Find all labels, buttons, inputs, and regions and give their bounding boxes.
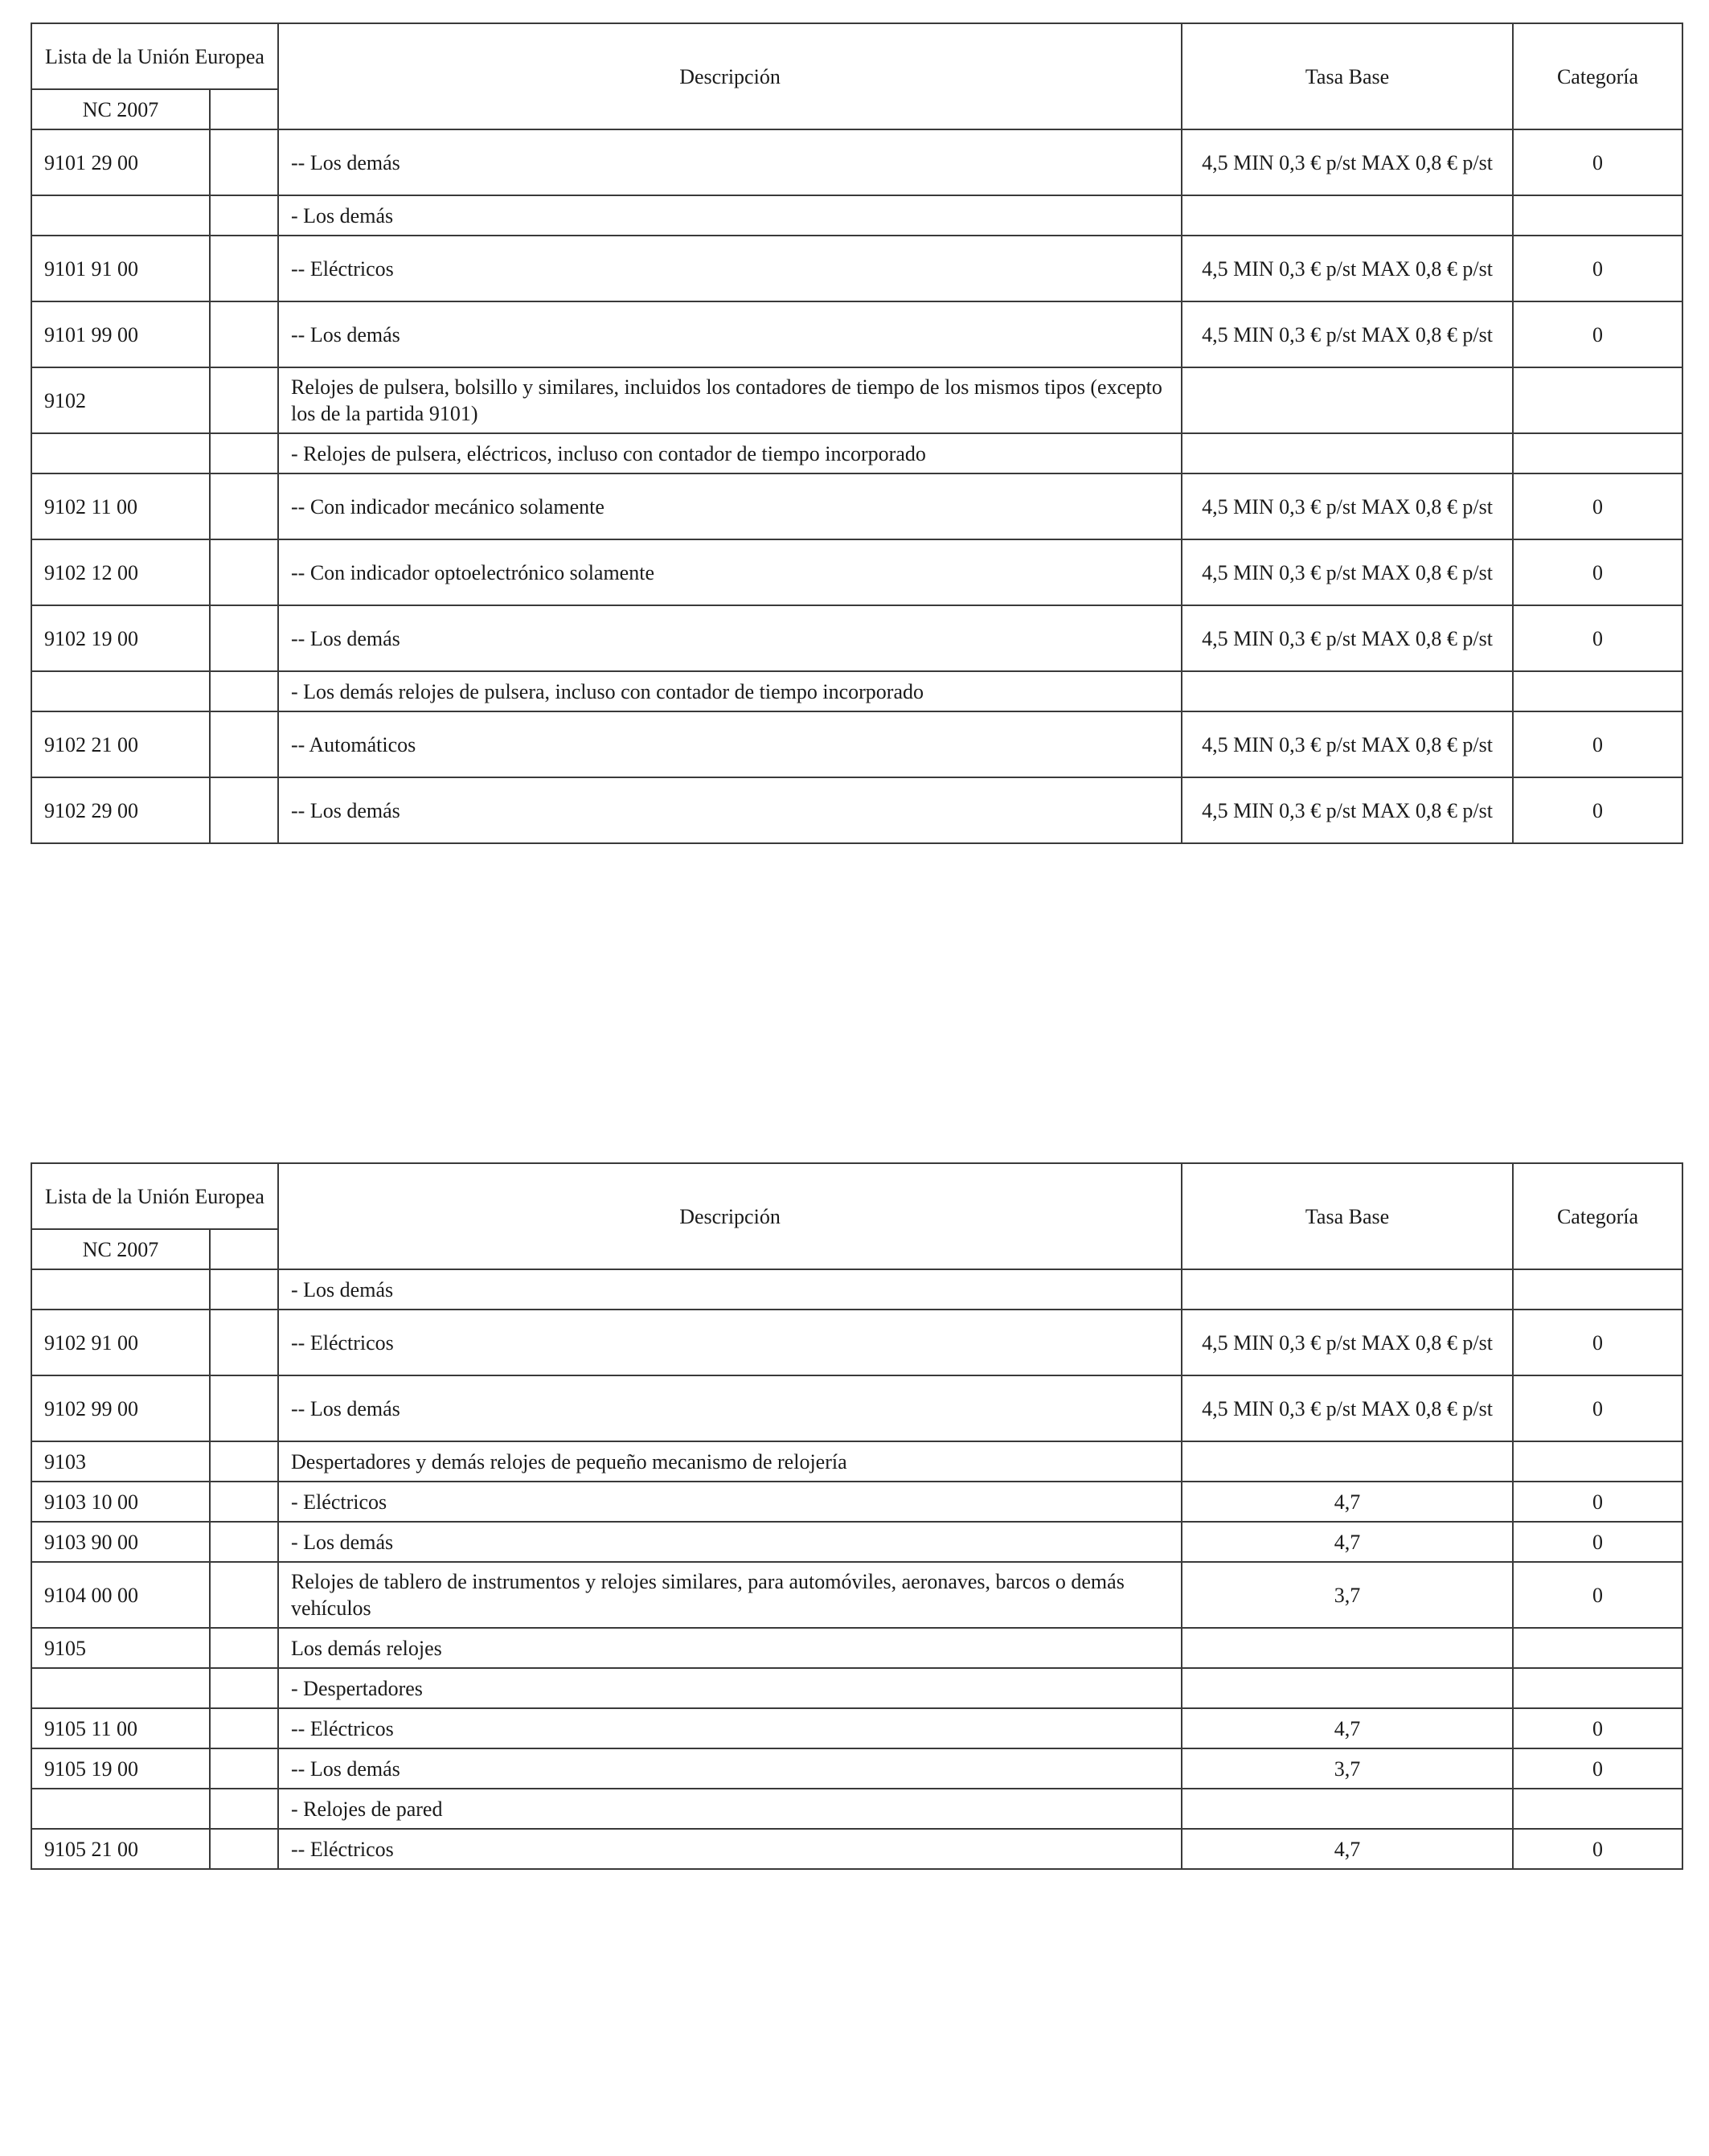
categoria-cell xyxy=(1513,1668,1682,1708)
categoria-cell: 0 xyxy=(1513,711,1682,777)
nc-code-cell: 9102 91 00 xyxy=(31,1310,210,1375)
header-categoria: Categoría xyxy=(1513,23,1682,129)
table-row xyxy=(31,301,1682,367)
description-cell: -- Los demás xyxy=(278,777,1182,843)
description-cell: - Los demás xyxy=(278,1522,1182,1562)
tariff-table-1 xyxy=(31,23,1683,844)
nc-code-cell xyxy=(31,1269,210,1310)
nc-code-cell xyxy=(31,433,210,473)
description-cell: -- Eléctricos xyxy=(278,1708,1182,1748)
tariff-table-2 xyxy=(31,1162,1683,1870)
header-nc: NC 2007 xyxy=(31,89,210,129)
empty-cell xyxy=(210,236,278,301)
nc-code-cell: 9103 90 00 xyxy=(31,1522,210,1562)
nc-code-cell: 9104 00 00 xyxy=(31,1562,210,1628)
description-cell: - Eléctricos xyxy=(278,1482,1182,1522)
empty-cell xyxy=(210,1310,278,1375)
description-cell: -- Con indicador mecánico solamente xyxy=(278,473,1182,539)
tasa-base-cell xyxy=(1182,367,1513,433)
header-row xyxy=(31,1163,1682,1229)
table-row xyxy=(31,1829,1682,1869)
table-row xyxy=(31,433,1682,473)
categoria-cell xyxy=(1513,1628,1682,1668)
header-descripcion: Descripción xyxy=(278,23,1182,129)
tasa-base-cell xyxy=(1182,671,1513,711)
empty-cell xyxy=(210,1441,278,1482)
categoria-cell xyxy=(1513,195,1682,236)
description-cell: - Relojes de pared xyxy=(278,1789,1182,1829)
empty-cell xyxy=(210,539,278,605)
description-cell: - Los demás xyxy=(278,1269,1182,1310)
nc-code-cell: 9103 10 00 xyxy=(31,1482,210,1522)
nc-code-cell: 9102 29 00 xyxy=(31,777,210,843)
nc-code-cell: 9102 21 00 xyxy=(31,711,210,777)
categoria-cell: 0 xyxy=(1513,539,1682,605)
nc-code-cell: 9105 xyxy=(31,1628,210,1668)
tasa-base-cell: 4,7 xyxy=(1182,1829,1513,1869)
table-row xyxy=(31,1789,1682,1829)
nc-code-cell: 9102 19 00 xyxy=(31,605,210,671)
tasa-base-cell: 4,5 MIN 0,3 € p/st MAX 0,8 € p/st xyxy=(1182,1310,1513,1375)
header-row xyxy=(31,23,1682,89)
tasa-base-cell: 4,5 MIN 0,3 € p/st MAX 0,8 € p/st xyxy=(1182,236,1513,301)
categoria-cell: 0 xyxy=(1513,1522,1682,1562)
categoria-cell: 0 xyxy=(1513,605,1682,671)
table-row xyxy=(31,711,1682,777)
tasa-base-cell: 4,5 MIN 0,3 € p/st MAX 0,8 € p/st xyxy=(1182,1375,1513,1441)
tasa-base-cell: 4,5 MIN 0,3 € p/st MAX 0,8 € p/st xyxy=(1182,777,1513,843)
tasa-base-cell xyxy=(1182,195,1513,236)
nc-code-cell: 9103 xyxy=(31,1441,210,1482)
nc-code-cell: 9102 99 00 xyxy=(31,1375,210,1441)
description-cell: Despertadores y demás relojes de pequeño mecanismo de relojería xyxy=(278,1441,1182,1482)
empty-cell xyxy=(210,1482,278,1522)
empty-cell xyxy=(210,129,278,195)
description-cell: Los demás relojes xyxy=(278,1628,1182,1668)
nc-code-cell xyxy=(31,195,210,236)
tasa-base-cell: 3,7 xyxy=(1182,1562,1513,1628)
description-cell: - Relojes de pulsera, eléctricos, incluso con contador de tiempo incorporado xyxy=(278,433,1182,473)
description-cell: - Los demás xyxy=(278,195,1182,236)
nc-code-cell: 9105 21 00 xyxy=(31,1829,210,1869)
table-row xyxy=(31,1628,1682,1668)
empty-cell xyxy=(210,1269,278,1310)
tasa-base-cell xyxy=(1182,1441,1513,1482)
table-row xyxy=(31,1668,1682,1708)
categoria-cell: 0 xyxy=(1513,777,1682,843)
description-cell: -- Eléctricos xyxy=(278,1829,1182,1869)
empty-cell xyxy=(210,1789,278,1829)
tasa-base-cell: 4,5 MIN 0,3 € p/st MAX 0,8 € p/st xyxy=(1182,129,1513,195)
tasa-base-cell: 3,7 xyxy=(1182,1748,1513,1789)
nc-code-cell: 9102 12 00 xyxy=(31,539,210,605)
description-cell: - Despertadores xyxy=(278,1668,1182,1708)
nc-code-cell: 9101 91 00 xyxy=(31,236,210,301)
categoria-cell: 0 xyxy=(1513,1748,1682,1789)
header-nc: NC 2007 xyxy=(31,1229,210,1269)
categoria-cell: 0 xyxy=(1513,1562,1682,1628)
table-row xyxy=(31,1375,1682,1441)
table-row xyxy=(31,129,1682,195)
categoria-cell xyxy=(1513,367,1682,433)
table-row xyxy=(31,1269,1682,1310)
table-row xyxy=(31,1441,1682,1482)
table-row xyxy=(31,367,1682,433)
header-lista: Lista de la Unión Europea xyxy=(31,23,278,89)
description-cell: -- Los demás xyxy=(278,1375,1182,1441)
tasa-base-cell: 4,7 xyxy=(1182,1522,1513,1562)
header-lista: Lista de la Unión Europea xyxy=(31,1163,278,1229)
header-empty-cell xyxy=(210,1229,278,1269)
header-empty-cell xyxy=(210,89,278,129)
nc-code-cell: 9101 99 00 xyxy=(31,301,210,367)
categoria-cell xyxy=(1513,433,1682,473)
tasa-base-cell xyxy=(1182,433,1513,473)
table-row xyxy=(31,1562,1682,1628)
categoria-cell: 0 xyxy=(1513,1375,1682,1441)
table-row xyxy=(31,195,1682,236)
tasa-base-cell: 4,5 MIN 0,3 € p/st MAX 0,8 € p/st xyxy=(1182,539,1513,605)
description-cell: -- Los demás xyxy=(278,1748,1182,1789)
header-tasa-base: Tasa Base xyxy=(1182,23,1513,129)
categoria-cell: 0 xyxy=(1513,1310,1682,1375)
description-cell: -- Con indicador optoelectrónico solamente xyxy=(278,539,1182,605)
table-row xyxy=(31,605,1682,671)
categoria-cell xyxy=(1513,1269,1682,1310)
table-row xyxy=(31,777,1682,843)
tasa-base-cell: 4,5 MIN 0,3 € p/st MAX 0,8 € p/st xyxy=(1182,605,1513,671)
categoria-cell: 0 xyxy=(1513,301,1682,367)
table-row xyxy=(31,473,1682,539)
empty-cell xyxy=(210,1375,278,1441)
table-row xyxy=(31,1522,1682,1562)
description-cell: -- Los demás xyxy=(278,129,1182,195)
header-categoria: Categoría xyxy=(1513,1163,1682,1269)
header-descripcion: Descripción xyxy=(278,1163,1182,1269)
nc-code-cell xyxy=(31,1668,210,1708)
table-2-body xyxy=(31,1163,1682,1869)
categoria-cell: 0 xyxy=(1513,129,1682,195)
empty-cell xyxy=(210,1562,278,1628)
empty-cell xyxy=(210,1668,278,1708)
nc-code-cell xyxy=(31,1789,210,1829)
empty-cell xyxy=(210,605,278,671)
empty-cell xyxy=(210,1748,278,1789)
nc-code-cell xyxy=(31,671,210,711)
tasa-base-cell: 4,5 MIN 0,3 € p/st MAX 0,8 € p/st xyxy=(1182,473,1513,539)
description-cell: -- Eléctricos xyxy=(278,236,1182,301)
table-1-body xyxy=(31,23,1682,843)
empty-cell xyxy=(210,777,278,843)
nc-code-cell: 9101 29 00 xyxy=(31,129,210,195)
empty-cell xyxy=(210,1522,278,1562)
categoria-cell xyxy=(1513,1441,1682,1482)
table-row xyxy=(31,1748,1682,1789)
nc-code-cell: 9102 11 00 xyxy=(31,473,210,539)
table-row xyxy=(31,1708,1682,1748)
empty-cell xyxy=(210,367,278,433)
empty-cell xyxy=(210,433,278,473)
nc-code-cell: 9105 19 00 xyxy=(31,1748,210,1789)
empty-cell xyxy=(210,671,278,711)
description-cell: -- Automáticos xyxy=(278,711,1182,777)
table-row xyxy=(31,1482,1682,1522)
empty-cell xyxy=(210,711,278,777)
description-cell: - Los demás relojes de pulsera, incluso con contador de tiempo incorporado xyxy=(278,671,1182,711)
categoria-cell: 0 xyxy=(1513,1708,1682,1748)
description-cell: Relojes de tablero de instrumentos y relojes similares, para automóviles, aeronaves, barcos o demás vehículos xyxy=(278,1562,1182,1628)
table-row xyxy=(31,1310,1682,1375)
nc-code-cell: 9102 xyxy=(31,367,210,433)
empty-cell xyxy=(210,301,278,367)
empty-cell xyxy=(210,1829,278,1869)
categoria-cell: 0 xyxy=(1513,236,1682,301)
empty-cell xyxy=(210,1708,278,1748)
categoria-cell xyxy=(1513,671,1682,711)
tasa-base-cell xyxy=(1182,1668,1513,1708)
description-cell: -- Eléctricos xyxy=(278,1310,1182,1375)
categoria-cell: 0 xyxy=(1513,1482,1682,1522)
tasa-base-cell xyxy=(1182,1628,1513,1668)
tasa-base-cell: 4,7 xyxy=(1182,1708,1513,1748)
nc-code-cell: 9105 11 00 xyxy=(31,1708,210,1748)
tasa-base-cell xyxy=(1182,1789,1513,1829)
empty-cell xyxy=(210,195,278,236)
categoria-cell: 0 xyxy=(1513,1829,1682,1869)
description-cell: -- Los demás xyxy=(278,301,1182,367)
empty-cell xyxy=(210,1628,278,1668)
description-cell: -- Los demás xyxy=(278,605,1182,671)
tasa-base-cell: 4,5 MIN 0,3 € p/st MAX 0,8 € p/st xyxy=(1182,301,1513,367)
tasa-base-cell xyxy=(1182,1269,1513,1310)
table-row xyxy=(31,539,1682,605)
table-row xyxy=(31,671,1682,711)
tasa-base-cell: 4,7 xyxy=(1182,1482,1513,1522)
table-row xyxy=(31,236,1682,301)
categoria-cell xyxy=(1513,1789,1682,1829)
description-cell: Relojes de pulsera, bolsillo y similares, incluidos los contadores de tiempo de los mismos tipos (excepto los de la partida 9101) xyxy=(278,367,1182,433)
empty-cell xyxy=(210,473,278,539)
categoria-cell: 0 xyxy=(1513,473,1682,539)
header-tasa-base: Tasa Base xyxy=(1182,1163,1513,1269)
tasa-base-cell: 4,5 MIN 0,3 € p/st MAX 0,8 € p/st xyxy=(1182,711,1513,777)
